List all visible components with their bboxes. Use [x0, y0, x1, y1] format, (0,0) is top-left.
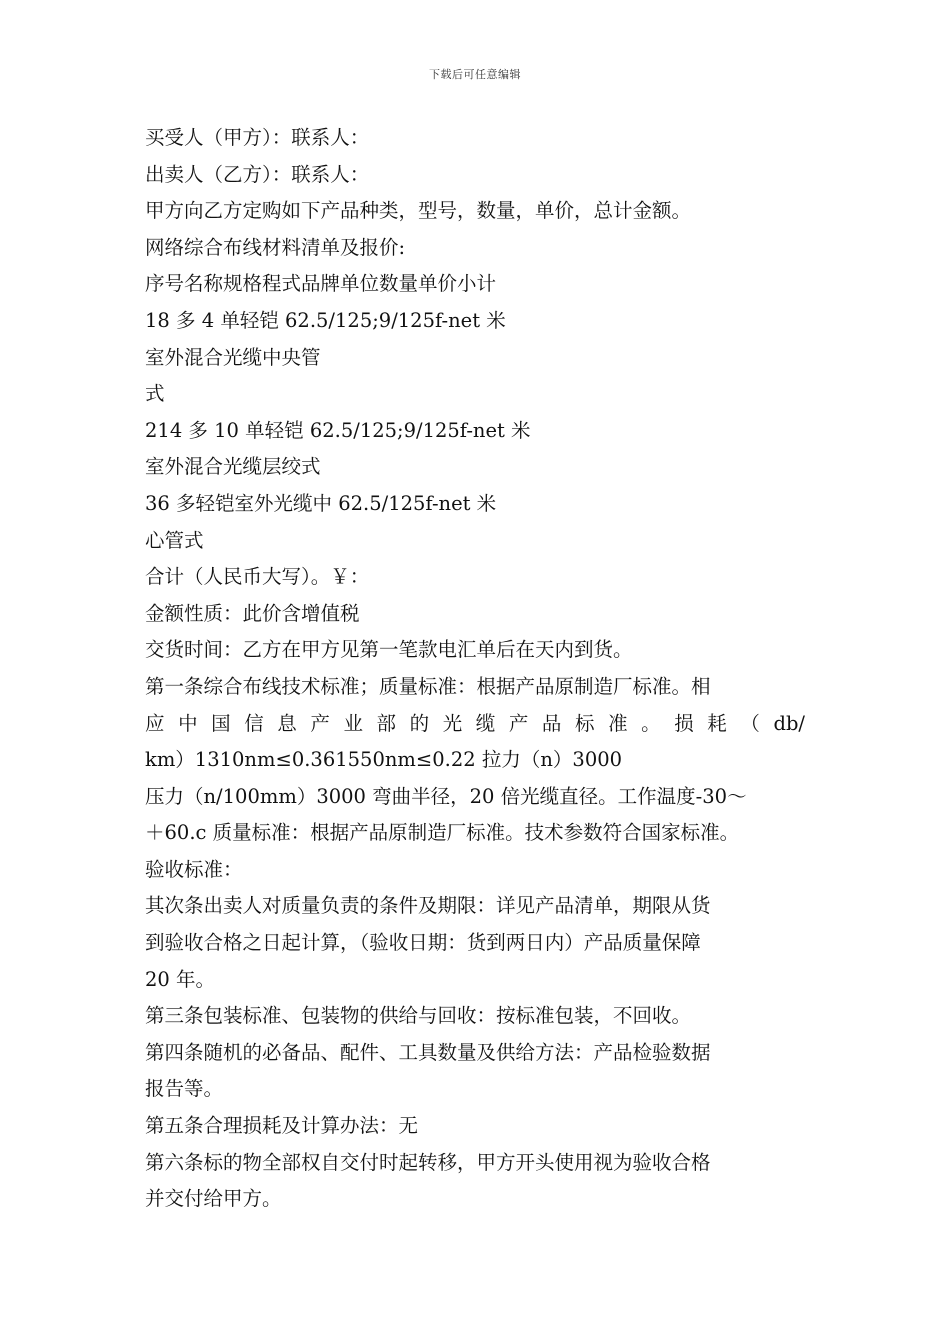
amount-nature-line: 金额性质：此价含增值税	[145, 601, 360, 625]
article-2-line-2: 到验收合格之日起计算，（验收日期：货到两日内）产品质量保障	[145, 931, 701, 955]
item-2-line: 214 多 10 单轻铠 62.5/125;9/125f-net 米	[145, 418, 531, 442]
item-1-line: 18 多 4 单轻铠 62.5/125;9/125f-net 米	[145, 308, 506, 332]
article-5-line: 第五条合理损耗及计算办法：无	[145, 1114, 419, 1138]
buyer-line: 买受人（甲方）：联系人：	[145, 126, 370, 149]
article-4-line-1: 第四条随机的必备品、配件、工具数量及供给方法：产品检验数据	[145, 1040, 711, 1064]
article-6-line-1: 第六条标的物全部权自交付时起转移，甲方开头使用视为验收合格	[145, 1150, 711, 1174]
delivery-time-line: 交货时间：乙方在甲方见第一笔款电汇单后在天内到货。	[145, 638, 633, 662]
item-2-name-line: 室外混合光缆层绞式	[145, 455, 321, 479]
article-3-line: 第三条包装标准、包装物的供给与回收：按标准包装，不回收。	[145, 1004, 692, 1028]
article-2-line-3: 20 年。	[145, 967, 216, 991]
item-1-name-cont: 式	[145, 382, 165, 406]
total-line: 合计（人民币大写）。￥：	[145, 565, 370, 589]
article-1-line-1: 第一条综合布线技术标准；质量标准：根据产品原制造厂标准。相	[145, 674, 711, 698]
article-1-line-3: km）1310nm≤0.361550nm≤0.22 拉力（n）3000	[145, 748, 623, 772]
article-1-line-5: ＋60.c 质量标准：根据产品原制造厂标准。技术参数符合国家标准。	[145, 821, 740, 845]
article-2-line-1: 其次条出卖人对质量负责的条件及期限：详见产品清单，期限从货	[145, 894, 711, 918]
materials-list-title: 网络综合布线材料清单及报价:	[145, 235, 406, 259]
article-4-line-2: 报告等。	[145, 1077, 224, 1101]
table-header-line: 序号名称规格程式品牌单位数量单价小计	[145, 272, 497, 296]
article-6-line-2: 并交付给甲方。	[145, 1187, 282, 1211]
item-3-line: 36 多轻铠室外光缆中 62.5/125f-net 米	[145, 491, 497, 515]
item-3-name-cont: 心管式	[145, 528, 204, 552]
article-1-line-4: 压力（n/100mm）3000 弯曲半径，20 倍光缆直径。工作温度-30～	[145, 784, 747, 808]
item-1-name-line: 室外混合光缆中央管	[145, 345, 321, 369]
article-1-line-2: 应 中 国 信 息 产 业 部 的 光 缆 产 品 标 准 。 损 耗 （ db/	[145, 711, 805, 735]
contract-body	[145, 120, 805, 1218]
order-intro-line: 甲方向乙方定购如下产品种类，型号，数量，单价，总计金额。	[145, 199, 692, 223]
seller-line: 出卖人（乙方）：联系人：	[145, 162, 370, 186]
acceptance-standard-line: 验收标准：	[145, 857, 243, 881]
page-header-note: 下载后可任意编辑	[429, 68, 521, 81]
